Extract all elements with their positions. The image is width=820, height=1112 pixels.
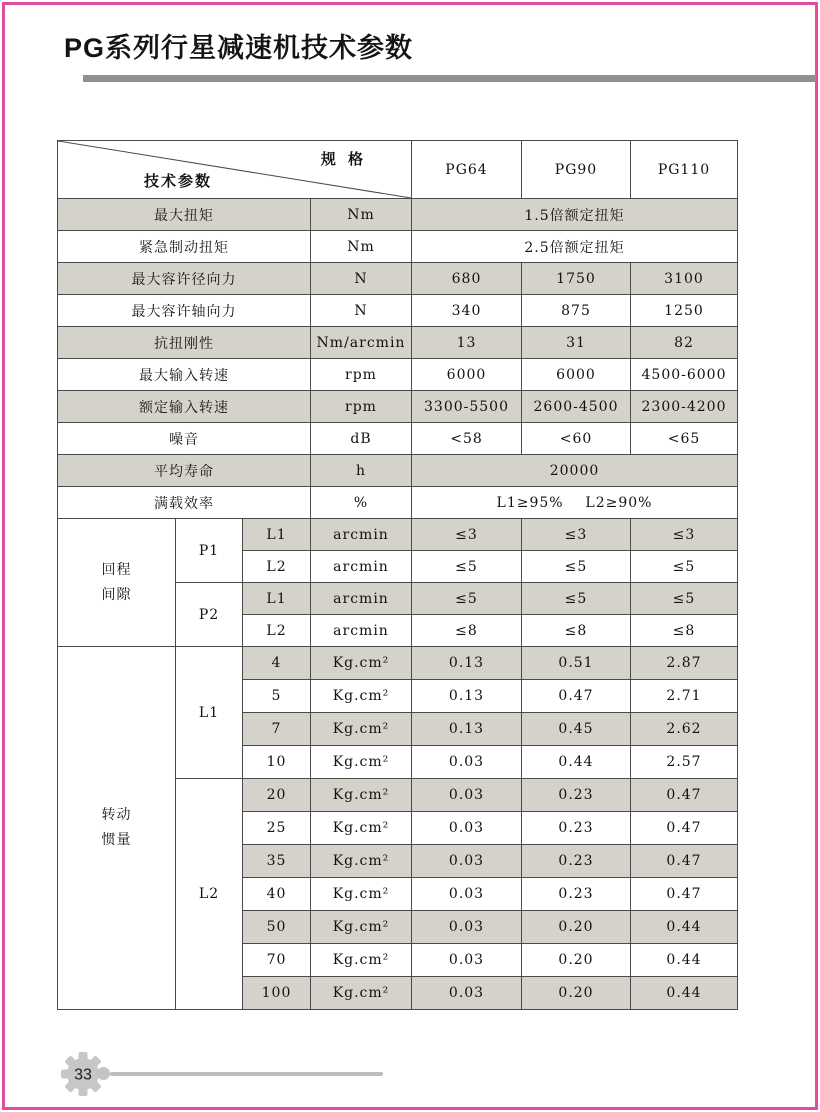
backlash-row: [58, 519, 738, 551]
ratio-label: 25: [243, 812, 311, 845]
cell-pg90: 875: [522, 295, 631, 327]
table-row: [58, 455, 738, 487]
ratio-label: 5: [243, 680, 311, 713]
cell-pg90: ≤8: [522, 615, 631, 647]
row-unit: Nm: [311, 231, 412, 263]
stage-l1-label: L1: [176, 647, 243, 779]
cell-pg64: 0.13: [412, 647, 522, 680]
stage-label: L1: [243, 519, 311, 551]
table-row: [58, 391, 738, 423]
cell-pg110: 0.47: [631, 812, 738, 845]
row-unit: rpm: [311, 391, 412, 423]
row-unit: Kg.cm²: [311, 746, 412, 779]
cell-pg64: 0.03: [412, 944, 522, 977]
cell-pg90: 0.23: [522, 812, 631, 845]
column-header-pg64: PG64: [412, 141, 522, 199]
cell-pg110: 3100: [631, 263, 738, 295]
cell-pg90: 31: [522, 327, 631, 359]
inertia-section-label: 转动 惯量: [58, 647, 176, 1010]
cell-pg110: ≤3: [631, 519, 738, 551]
cell-pg90: 0.45: [522, 713, 631, 746]
row-label: 最大容许轴向力: [58, 295, 311, 327]
cell-pg64: 13: [412, 327, 522, 359]
cell-pg90: 0.47: [522, 680, 631, 713]
table-row: [58, 423, 738, 455]
cell-pg110: ≤5: [631, 551, 738, 583]
column-header-pg110: PG110: [631, 141, 738, 199]
row-label: 噪音: [58, 423, 311, 455]
row-unit: Kg.cm²: [311, 812, 412, 845]
table-row: [58, 295, 738, 327]
cell-pg64: 6000: [412, 359, 522, 391]
cell-pg64: ≤5: [412, 583, 522, 615]
row-label: 额定输入转速: [58, 391, 311, 423]
cell-pg64: 0.03: [412, 779, 522, 812]
row-unit: %: [311, 487, 412, 519]
stage-label: L2: [243, 615, 311, 647]
row-label: 最大扭矩: [58, 199, 311, 231]
cell-pg64: 0.03: [412, 746, 522, 779]
cell-pg64: 0.03: [412, 812, 522, 845]
table-row: [58, 231, 738, 263]
ratio-label: 100: [243, 977, 311, 1010]
cell-pg64: 0.13: [412, 680, 522, 713]
cell-pg90: 0.44: [522, 746, 631, 779]
row-merged-value: 1.5倍额定扭矩: [412, 199, 738, 231]
cell-pg64: 0.03: [412, 878, 522, 911]
column-header-pg90: PG90: [522, 141, 631, 199]
cell-pg90: 6000: [522, 359, 631, 391]
cell-pg110: 2.62: [631, 713, 738, 746]
row-unit: Kg.cm²: [311, 680, 412, 713]
ratio-label: 35: [243, 845, 311, 878]
grade-p2-label: P2: [176, 583, 243, 647]
table-row: [58, 327, 738, 359]
table-row: [58, 263, 738, 295]
row-label: 满载效率: [58, 487, 311, 519]
row-merged-value: L1≥95% L2≥90%: [412, 487, 738, 519]
cell-pg90: ≤3: [522, 519, 631, 551]
cell-pg90: 0.20: [522, 911, 631, 944]
row-unit: Nm/arcmin: [311, 327, 412, 359]
cell-pg90: 0.20: [522, 944, 631, 977]
row-merged-value: 2.5倍额定扭矩: [412, 231, 738, 263]
row-unit: arcmin: [311, 519, 412, 551]
row-unit: Kg.cm²: [311, 779, 412, 812]
cell-pg64: ≤5: [412, 551, 522, 583]
ratio-label: 40: [243, 878, 311, 911]
ratio-label: 70: [243, 944, 311, 977]
cell-pg64: 0.13: [412, 713, 522, 746]
footer-dot-icon: [97, 1067, 110, 1080]
row-label: 抗扭刚性: [58, 327, 311, 359]
cell-pg90: 0.23: [522, 878, 631, 911]
row-unit: Nm: [311, 199, 412, 231]
cell-pg64: 0.03: [412, 845, 522, 878]
stage-l2-label: L2: [176, 779, 243, 1010]
row-unit: arcmin: [311, 583, 412, 615]
cell-pg90: <60: [522, 423, 631, 455]
cell-pg64: 3300-5500: [412, 391, 522, 423]
cell-pg64: <58: [412, 423, 522, 455]
row-label: 平均寿命: [58, 455, 311, 487]
row-unit: dB: [311, 423, 412, 455]
footer-rule: [110, 1072, 383, 1076]
cell-pg64: ≤8: [412, 615, 522, 647]
cell-pg90: ≤5: [522, 551, 631, 583]
row-unit: N: [311, 295, 412, 327]
cell-pg110: 1250: [631, 295, 738, 327]
cell-pg110: 2.57: [631, 746, 738, 779]
stage-label: L1: [243, 583, 311, 615]
cell-pg90: 0.23: [522, 779, 631, 812]
cell-pg90: ≤5: [522, 583, 631, 615]
cell-pg90: 0.51: [522, 647, 631, 680]
row-merged-value: 20000: [412, 455, 738, 487]
row-unit: Kg.cm²: [311, 878, 412, 911]
cell-pg110: 0.47: [631, 878, 738, 911]
grade-p1-label: P1: [176, 519, 243, 583]
cell-pg110: 0.44: [631, 911, 738, 944]
row-unit: rpm: [311, 359, 412, 391]
ratio-label: 50: [243, 911, 311, 944]
row-label: 紧急制动扭矩: [58, 231, 311, 263]
table-row: [58, 199, 738, 231]
cell-pg90: 1750: [522, 263, 631, 295]
row-unit: N: [311, 263, 412, 295]
row-unit: arcmin: [311, 615, 412, 647]
cell-pg110: 0.44: [631, 944, 738, 977]
spec-table: [57, 140, 738, 1010]
ratio-label: 20: [243, 779, 311, 812]
page-number: 33: [74, 1066, 92, 1084]
row-unit: Kg.cm²: [311, 977, 412, 1010]
page-title: PG系列行星减速机技术参数: [64, 33, 414, 63]
cell-pg110: 0.44: [631, 977, 738, 1010]
cell-pg64: 340: [412, 295, 522, 327]
row-unit: Kg.cm²: [311, 944, 412, 977]
diagonal-header-cell: [58, 141, 412, 199]
row-label: 最大输入转速: [58, 359, 311, 391]
cell-pg64: 680: [412, 263, 522, 295]
cell-pg110: 4500-6000: [631, 359, 738, 391]
table-header-row: [58, 141, 738, 199]
ratio-label: 4: [243, 647, 311, 680]
cell-pg110: 0.47: [631, 779, 738, 812]
table-row: [58, 487, 738, 519]
row-unit: Kg.cm²: [311, 647, 412, 680]
header-spec-label: 规 格: [320, 151, 367, 168]
cell-pg90: 2600-4500: [522, 391, 631, 423]
table-row: [58, 359, 738, 391]
cell-pg110: 2300-4200: [631, 391, 738, 423]
row-unit: Kg.cm²: [311, 911, 412, 944]
backlash-section-label: 回程 间隙: [58, 519, 176, 647]
cell-pg64: 0.03: [412, 911, 522, 944]
cell-pg90: 0.20: [522, 977, 631, 1010]
cell-pg110: ≤8: [631, 615, 738, 647]
cell-pg110: 2.71: [631, 680, 738, 713]
cell-pg110: ≤5: [631, 583, 738, 615]
row-unit: arcmin: [311, 551, 412, 583]
cell-pg110: 2.87: [631, 647, 738, 680]
row-unit: Kg.cm²: [311, 713, 412, 746]
cell-pg90: 0.23: [522, 845, 631, 878]
ratio-label: 10: [243, 746, 311, 779]
cell-pg110: <65: [631, 423, 738, 455]
row-unit: h: [311, 455, 412, 487]
stage-label: L2: [243, 551, 311, 583]
row-unit: Kg.cm²: [311, 845, 412, 878]
ratio-label: 7: [243, 713, 311, 746]
inertia-row: [58, 647, 738, 680]
title-underline-bar: [83, 75, 816, 82]
cell-pg64: ≤3: [412, 519, 522, 551]
row-label: 最大容许径向力: [58, 263, 311, 295]
cell-pg110: 0.47: [631, 845, 738, 878]
header-param-label: 技术参数: [144, 173, 213, 190]
cell-pg64: 0.03: [412, 977, 522, 1010]
cell-pg110: 82: [631, 327, 738, 359]
